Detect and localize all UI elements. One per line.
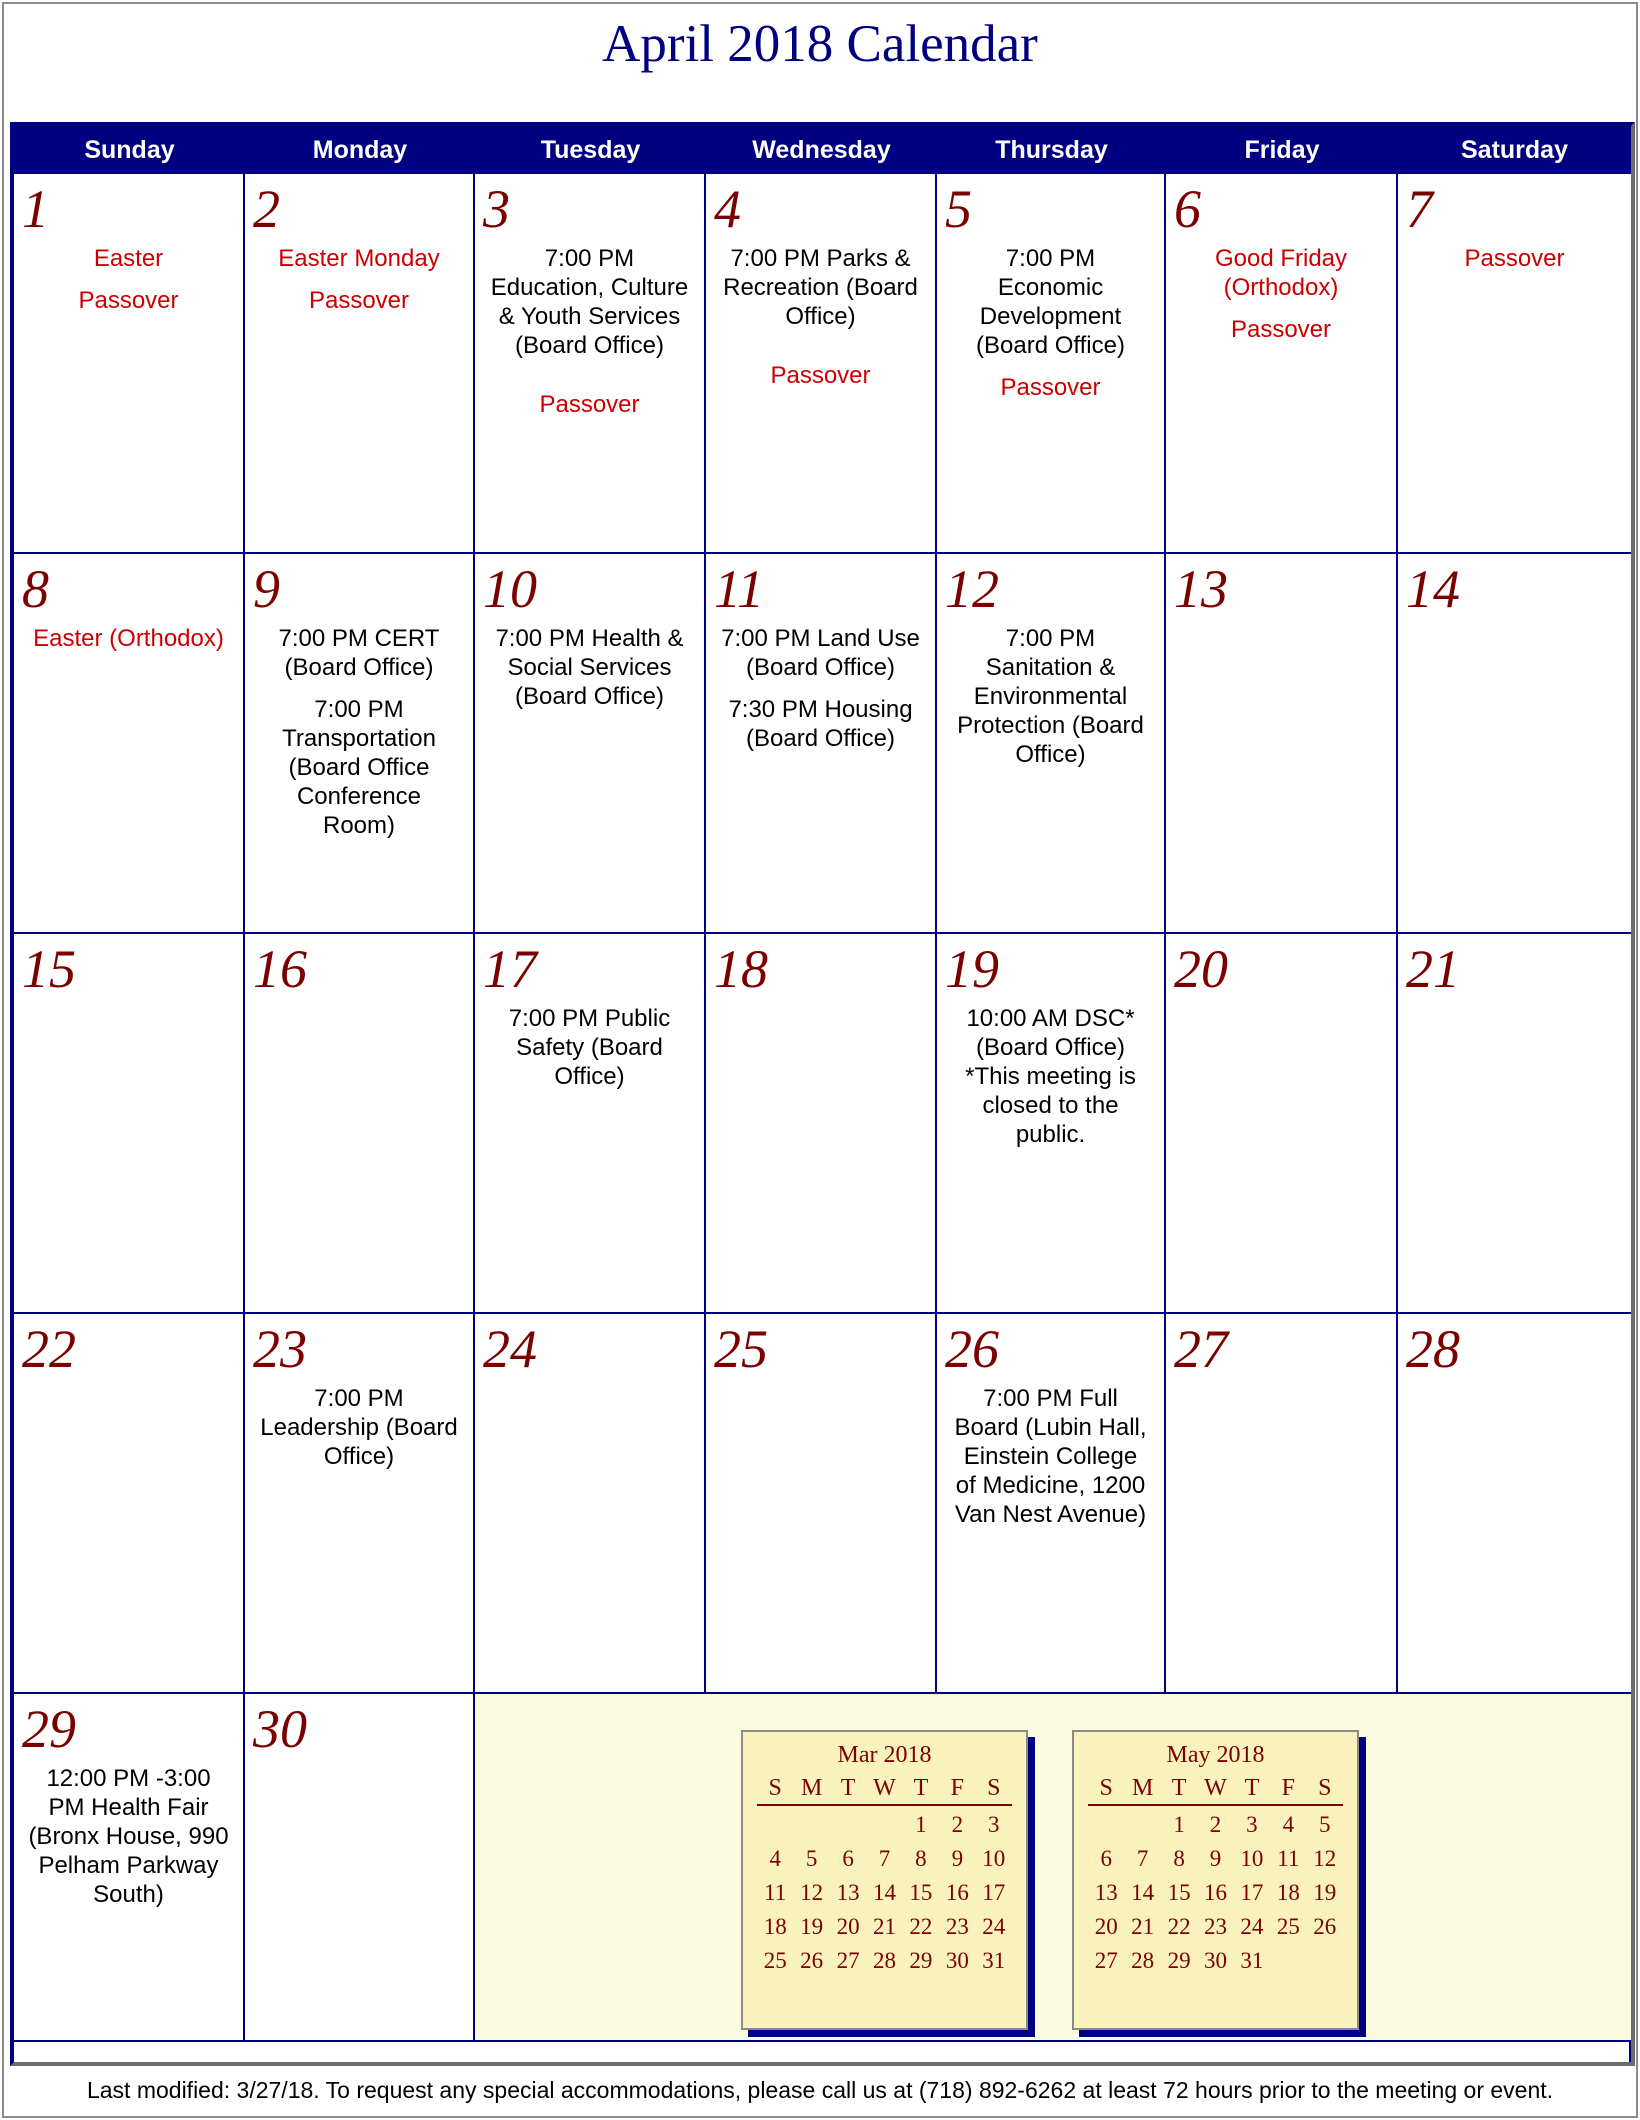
holiday-entry: Passover (308, 287, 410, 314)
mini-day (793, 1810, 829, 1839)
mini-day (757, 1810, 793, 1839)
day-number: 23 (253, 1319, 307, 1379)
mini-weekday-letter: W (873, 1775, 896, 1801)
mini-day: 28 (872, 1948, 896, 1973)
weekday-header-monday: Monday (245, 126, 475, 174)
mini-day: 8 (1173, 1846, 1185, 1871)
mini-day: 13 (1094, 1880, 1118, 1905)
day-number: 15 (22, 939, 76, 999)
day-events (475, 244, 704, 432)
holiday-entry: Easter (Orthodox) (33, 625, 224, 652)
event-entry: 7:00 PM Leadership (Board Office) (260, 1385, 458, 1470)
mini-day: 12 (800, 1880, 824, 1905)
mini-day: 7 (878, 1846, 891, 1871)
holiday-entry: Passover (770, 362, 871, 389)
day-number: 14 (1406, 559, 1460, 619)
mini-day: 19 (1313, 1880, 1337, 1905)
mini-day: 24 (982, 1914, 1006, 1939)
day-events (475, 624, 704, 724)
day-cell (1166, 554, 1398, 934)
day-number: 16 (253, 939, 307, 999)
mini-day: 27 (1094, 1948, 1118, 1973)
mini-weekday-letter: T (1171, 1775, 1187, 1801)
mini-day: 16 (945, 1880, 969, 1905)
day-cell (245, 934, 475, 1314)
mini-day: 19 (800, 1914, 824, 1939)
day-cell (475, 554, 706, 934)
mini-weekday-letter: S (1099, 1775, 1113, 1801)
event-entry: 7:00 PM Sanitation & Environmental Protection (Board Office) (957, 625, 1144, 768)
mini-weekday-letter: M (1131, 1775, 1154, 1801)
day-cell (245, 554, 475, 934)
weekday-header-sunday: Sunday (14, 126, 245, 174)
mini-weekday-letter: T (913, 1775, 929, 1801)
event-entry: 7:00 PM Public Safety (Board Office) (508, 1005, 671, 1090)
holiday-entry: Passover (1000, 374, 1101, 401)
day-number: 28 (1406, 1319, 1460, 1379)
day-number: 18 (714, 939, 768, 999)
mini-calendar-days (1088, 1810, 1343, 1975)
day-cell (1398, 934, 1631, 1314)
day-cell (706, 934, 937, 1314)
day-cell (937, 1314, 1166, 1694)
mini-day (830, 1810, 866, 1839)
mini-day: 6 (1100, 1846, 1112, 1871)
day-cell (1398, 554, 1631, 934)
page-title: April 2018 Calendar (602, 15, 1038, 73)
day-cell (475, 934, 706, 1314)
mini-day: 27 (836, 1948, 860, 1973)
day-cell (937, 174, 1166, 554)
day-events (14, 1764, 243, 1922)
mini-weekday-letter: S (768, 1775, 782, 1801)
mini-day: 30 (945, 1948, 969, 1973)
mini-day: 6 (842, 1846, 854, 1871)
day-number: 26 (945, 1319, 999, 1379)
mini-day: 7 (1136, 1846, 1149, 1871)
day-number: 17 (483, 939, 537, 999)
weekday-header-tuesday: Tuesday (475, 126, 706, 174)
day-number: 24 (483, 1319, 537, 1379)
holiday-entry: Passover (78, 287, 179, 314)
event-entry: 7:00 PM Education, Culture & Youth Services (Board Office) (490, 245, 689, 359)
calendar-page (2, 2, 1638, 2118)
mini-calendar-title: Mar 2018 (837, 1742, 932, 1768)
holiday-entry: Good Friday (Orthodox) (1214, 245, 1348, 301)
mini-calendar-weekdays (757, 1775, 1012, 1806)
weekday-header-thursday: Thursday (937, 126, 1166, 174)
day-number: 3 (483, 179, 510, 239)
day-number: 8 (22, 559, 49, 619)
mini-day: 20 (836, 1914, 860, 1939)
day-cell (14, 1694, 245, 2042)
event-entry: 7:30 PM Housing (Board Office) (728, 696, 913, 752)
day-cell (706, 174, 937, 554)
day-events (245, 1384, 473, 1484)
day-number: 6 (1174, 179, 1201, 239)
day-number: 13 (1174, 559, 1228, 619)
day-cell (1398, 174, 1631, 554)
mini-day: 22 (909, 1914, 933, 1939)
day-cell (14, 934, 245, 1314)
day-events (14, 244, 243, 328)
day-number: 5 (945, 179, 972, 239)
mini-day: 2 (951, 1812, 964, 1837)
holiday-entry: Easter Monday (278, 245, 440, 272)
day-cell (1166, 174, 1398, 554)
day-cell (14, 174, 245, 554)
mini-day: 5 (805, 1846, 818, 1871)
mini-day: 25 (1276, 1914, 1300, 1939)
day-cell (1398, 1314, 1631, 1694)
mini-weekday-letter: T (1244, 1775, 1260, 1801)
holiday-entry: Passover (1230, 316, 1332, 343)
day-events (1398, 244, 1631, 286)
mini-day: 13 (836, 1880, 860, 1905)
mini-calendar-title: May 2018 (1166, 1742, 1265, 1768)
day-cell (1166, 934, 1398, 1314)
event-entry: 7:00 PM Land Use (Board Office) (721, 625, 920, 681)
mini-day: 11 (1277, 1846, 1300, 1871)
day-events (937, 244, 1164, 415)
mini-day: 17 (982, 1880, 1006, 1905)
mini-weekday-letter: M (800, 1775, 823, 1801)
event-entry: 7:00 PM Full Board (Lubin Hall, Einstein College of Medicine, 1200 Van Nest Avenue) (954, 1385, 1147, 1528)
mini-day (866, 1810, 902, 1839)
holiday-entry: Passover (539, 391, 640, 418)
day-events (245, 244, 473, 328)
mini-day: 5 (1319, 1812, 1331, 1837)
mini-day: 15 (909, 1880, 933, 1905)
event-entry: 7:00 PM CERT (Board Office) (278, 625, 440, 681)
mini-calendar-area (475, 1694, 1631, 2042)
mini-day: 9 (1209, 1846, 1222, 1871)
event-entry: 7:00 PM Economic Development (Board Office) (976, 245, 1125, 359)
event-entry: 7:00 PM Transportation (Board Office Conference Room) (282, 696, 436, 839)
mini-calendar-days (757, 1810, 1012, 1975)
mini-day: 24 (1240, 1914, 1264, 1939)
day-number: 12 (945, 559, 999, 619)
mini-day: 26 (800, 1948, 824, 1973)
day-cell (475, 174, 706, 554)
day-cell (1166, 1314, 1398, 1694)
day-number: 25 (714, 1319, 768, 1379)
mini-day: 9 (951, 1846, 964, 1871)
day-events (1166, 244, 1396, 357)
weekday-header-friday: Friday (1166, 126, 1398, 174)
mini-day (1088, 1810, 1124, 1839)
mini-day: 8 (915, 1846, 927, 1871)
day-cell (14, 1314, 245, 1694)
mini-weekday-letter: F (1281, 1775, 1296, 1801)
day-events (706, 244, 935, 403)
day-number: 19 (945, 939, 999, 999)
day-cell (706, 1314, 937, 1694)
mini-day: 22 (1167, 1914, 1191, 1939)
mini-day: 14 (1131, 1880, 1155, 1905)
mini-day: 25 (763, 1948, 787, 1973)
mini-day: 16 (1203, 1880, 1227, 1905)
mini-weekday-letter: W (1204, 1775, 1227, 1801)
mini-day: 23 (1203, 1914, 1227, 1939)
mini-calendar-may (1072, 1730, 1359, 2030)
mini-day (1124, 1810, 1160, 1839)
mini-day: 28 (1131, 1948, 1155, 1973)
weekday-header-saturday: Saturday (1398, 126, 1631, 174)
mini-day: 20 (1094, 1914, 1118, 1939)
event-entry: 10:00 AM DSC* (Board Office) *This meeting is closed to the public. (965, 1005, 1136, 1148)
day-number: 10 (483, 559, 537, 619)
event-entry: 7:00 PM Health & Social Services (Board Office) (495, 625, 684, 710)
mini-day: 17 (1240, 1880, 1264, 1905)
mini-day: 3 (988, 1812, 1000, 1837)
mini-day: 1 (915, 1812, 927, 1837)
day-cell (245, 174, 475, 554)
day-number: 22 (22, 1319, 76, 1379)
day-number: 29 (22, 1699, 76, 1759)
day-cell (706, 554, 937, 934)
mini-weekday-letter: S (1318, 1775, 1332, 1801)
mini-day: 4 (1282, 1812, 1295, 1837)
day-events (937, 1004, 1164, 1162)
mini-day: 21 (872, 1914, 896, 1939)
day-number: 21 (1406, 939, 1460, 999)
mini-day: 29 (1167, 1948, 1191, 1973)
mini-day: 30 (1203, 1948, 1227, 1973)
day-number: 1 (22, 179, 49, 239)
mini-day: 14 (872, 1880, 896, 1905)
mini-calendar-weekdays (1088, 1775, 1343, 1806)
mini-weekday-letter: F (950, 1775, 965, 1801)
holiday-entry: Easter (93, 245, 164, 272)
day-cell (14, 554, 245, 934)
day-number: 30 (253, 1699, 307, 1759)
day-events (937, 1384, 1164, 1542)
day-number: 7 (1406, 179, 1433, 239)
mini-day: 4 (769, 1846, 781, 1871)
day-cell (245, 1314, 475, 1694)
mini-day: 26 (1313, 1914, 1337, 1939)
mini-day: 29 (909, 1948, 933, 1973)
mini-day: 23 (945, 1914, 969, 1939)
mini-day: 18 (763, 1914, 787, 1939)
day-events (475, 1004, 704, 1104)
calendar-frame (10, 122, 1635, 2066)
day-number: 11 (714, 559, 764, 619)
mini-day: 3 (1246, 1812, 1258, 1837)
mini-day: 31 (1240, 1948, 1264, 1973)
mini-day: 18 (1276, 1880, 1300, 1905)
day-events (937, 624, 1164, 782)
day-number: 9 (253, 559, 280, 619)
day-number: 4 (714, 179, 741, 239)
mini-day: 1 (1173, 1812, 1185, 1837)
holiday-entry: Passover (1464, 245, 1565, 272)
mini-day: 10 (1240, 1846, 1264, 1871)
mini-weekday-letter: T (840, 1775, 856, 1801)
event-entry: 12:00 PM -3:00 PM Health Fair (Bronx House, 990 Pelham Parkway South) (28, 1765, 229, 1908)
mini-day: 10 (982, 1846, 1006, 1871)
day-number: 20 (1174, 939, 1228, 999)
mini-day: 21 (1131, 1914, 1155, 1939)
day-number: 2 (253, 179, 280, 239)
day-number: 27 (1174, 1319, 1228, 1379)
day-events (706, 624, 935, 766)
calendar-grid (14, 126, 1631, 2062)
day-cell (245, 1694, 475, 2042)
mini-day: 11 (764, 1880, 787, 1905)
weekday-header-wednesday: Wednesday (706, 126, 937, 174)
mini-day: 12 (1313, 1846, 1337, 1871)
day-events (14, 624, 243, 666)
mini-day: 2 (1209, 1812, 1222, 1837)
mini-day: 31 (982, 1948, 1006, 1973)
day-events (245, 624, 473, 853)
mini-weekday-letter: S (987, 1775, 1001, 1801)
day-cell (937, 554, 1166, 934)
mini-calendar-march (741, 1730, 1028, 2030)
day-cell (475, 1314, 706, 1694)
mini-day: 15 (1167, 1880, 1191, 1905)
footer-notice: Last modified: 3/27/18. To request any special accommodations, please call us at (718) 892-6262 at least 72 hours prior to the meeting or event. (86, 2077, 1554, 2103)
day-cell (937, 934, 1166, 1314)
event-entry: 7:00 PM Parks & Recreation (Board Office) (723, 245, 918, 330)
